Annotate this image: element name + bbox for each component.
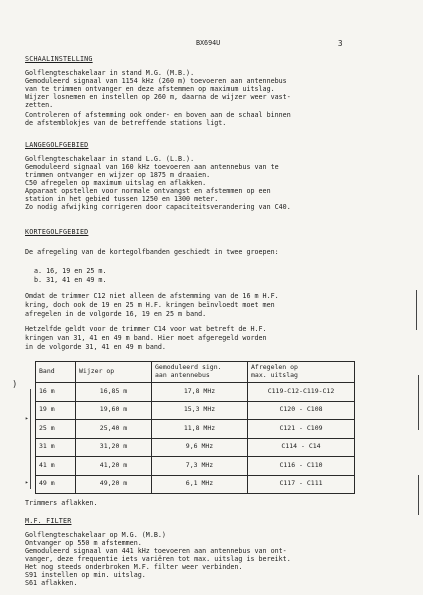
cell-pointer: 49,20 m: [76, 475, 152, 494]
s1-line: van te trimmen ontvanger en deze afstemmen op maximum uitslag.: [25, 85, 275, 93]
edge-mark: [418, 475, 419, 515]
cell-adjust: C121 - C109: [248, 420, 355, 439]
s4-line: S91 instellen op min. uitslag.: [25, 571, 146, 579]
s4-line: Het nog steeds onderbroken M.F. filter weer verbinden.: [25, 563, 243, 571]
cell-band: 19 m: [36, 401, 76, 420]
arrow-mark: ▸: [25, 415, 29, 422]
cell-band: 25 m: [36, 420, 76, 439]
page-number: 3: [338, 39, 343, 48]
s3-para2-line: kringen van 31, 41 en 49 m band. Hier moet afgeregeld worden: [25, 334, 267, 342]
s1-line: de afstemblokjes van de betreffende stations ligt.: [25, 119, 227, 127]
cell-band: 31 m: [36, 438, 76, 457]
s3-para1-line: kring, doch ook de 19 en 25 m H.F. kringen beïnvloedt moet men: [25, 301, 275, 309]
cell-signal: 7,3 MHz: [152, 457, 248, 476]
s4-line: Golflengteschakelaar op M.G. (M.B.): [25, 531, 166, 539]
s1-line: zetten.: [25, 101, 54, 109]
s3-para2-line: Hetzelfde geldt voor de trimmer C14 voor wat betreft de H.F.: [25, 325, 267, 333]
cell-signal: 9,6 MHz: [152, 438, 248, 457]
table-row: [36, 420, 355, 439]
s4-line: S61 aflakken.: [25, 579, 78, 587]
table-header-row: [36, 362, 355, 383]
section-title-kortegolfgebied: KORTEGOLFGEBIED: [25, 228, 89, 236]
document-code: BX694U: [196, 39, 221, 47]
cell-signal: 6,1 MHz: [152, 475, 248, 494]
table-row: [36, 401, 355, 420]
cell-band: 49 m: [36, 475, 76, 494]
header-adjust-line2: max. uitslag: [251, 371, 298, 379]
s3-para2-line: in de volgorde 31, 41 en 49 m band.: [25, 343, 166, 351]
cell-adjust: C120 - C108: [248, 401, 355, 420]
edge-mark: [416, 290, 417, 330]
cell-adjust: C119-C12-C119-C12: [248, 383, 355, 402]
header-adjust: [248, 362, 355, 383]
s4-line: Gemoduleerd signaal van 441 kHz toevoeren aan antennebus van ont-: [25, 547, 287, 555]
cell-pointer: 19,60 m: [76, 401, 152, 420]
bracket-mark: ): [12, 380, 18, 390]
after-table-note: Trimmers aflakken.: [25, 499, 98, 507]
s1-line: Controleren of afstemming ook onder- en boven aan de schaal binnen: [25, 111, 291, 119]
bracket-line: [30, 389, 31, 489]
s4-line: Ontvanger op 550 m afstemmen.: [25, 539, 142, 547]
s2-line: trimmen ontvanger en wijzer op 1875 m draaien.: [25, 171, 211, 179]
cell-adjust: C116 - C110: [248, 457, 355, 476]
header-band: Band: [36, 362, 76, 383]
edge-mark: [418, 375, 419, 430]
s3-intro: De afregeling van de kortegolfbanden geschiedt in twee groepen:: [25, 248, 279, 256]
s3-para1-line: afregelen in de volgorde 16, 19 en 25 m band.: [25, 310, 207, 318]
s1-line: Gemoduleerd signaal van 1154 kHz (260 m) toevoeren aan antennebus: [25, 77, 287, 85]
cell-signal: 15,3 MHz: [152, 401, 248, 420]
cell-pointer: 25,40 m: [76, 420, 152, 439]
cell-adjust: C117 - C111: [248, 475, 355, 494]
s2-line: C50 afregelen op maximum uitslag en aflakken.: [25, 179, 207, 187]
header-pointer: Wijzer op: [76, 362, 152, 383]
table-row: [36, 475, 355, 494]
cell-band: 16 m: [36, 383, 76, 402]
section-title-langegolfgebied: LANGEGOLFGEBIED: [25, 141, 89, 149]
s3-group-a: a. 16, 19 en 25 m.: [34, 267, 107, 275]
s2-line: Golflengteschakelaar in stand L.G. (L.B.).: [25, 155, 195, 163]
arrow-mark: ▸: [25, 479, 29, 486]
header-signal-line1: Gemoduleerd sign.: [155, 363, 222, 372]
header-adjust-line1: Afregelen op: [251, 363, 298, 372]
section-title-schaalinstelling: SCHAALINSTELLING: [25, 55, 93, 63]
cell-signal: 17,8 MHz: [152, 383, 248, 402]
s2-line: Apparaat opstellen voor normale ontvangst en afstemmen op een: [25, 187, 271, 195]
table-row: [36, 383, 355, 402]
cell-adjust: C114 - C14: [248, 438, 355, 457]
cell-pointer: 31,20 m: [76, 438, 152, 457]
header-signal: [152, 362, 248, 383]
s1-line: Wijzer losnemen en instellen op 260 m, daarna de wijzer weer vast-: [25, 93, 291, 101]
cell-signal: 11,8 MHz: [152, 420, 248, 439]
cell-pointer: 41,20 m: [76, 457, 152, 476]
s2-line: Gemoduleerd signaal van 160 kHz toevoeren aan antennebus van te: [25, 163, 279, 171]
alignment-table: [35, 361, 355, 494]
s1-line: Golflengteschakelaar in stand M.G. (M.B.).: [25, 69, 195, 77]
table-row: [36, 457, 355, 476]
cell-band: 41 m: [36, 457, 76, 476]
cell-pointer: 16,85 m: [76, 383, 152, 402]
s2-line: Zo nodig afwijking corrigeren door capaciteitsverandering van C40.: [25, 203, 291, 211]
table-row: [36, 438, 355, 457]
s2-line: station in het gebied tussen 1250 en 1300 meter.: [25, 195, 219, 203]
s3-group-b: b. 31, 41 en 49 m.: [34, 276, 107, 284]
header-signal-line2: aan antennebus: [155, 371, 210, 379]
s3-para1-line: Omdat de trimmer C12 niet alleen de afstemming van de 16 m H.F.: [25, 292, 279, 300]
s4-line: vanger, deze frequentie iets variëren tot max. uitslag is bereikt.: [25, 555, 291, 563]
section-title-mf-filter: M.F. FILTER: [25, 517, 72, 525]
